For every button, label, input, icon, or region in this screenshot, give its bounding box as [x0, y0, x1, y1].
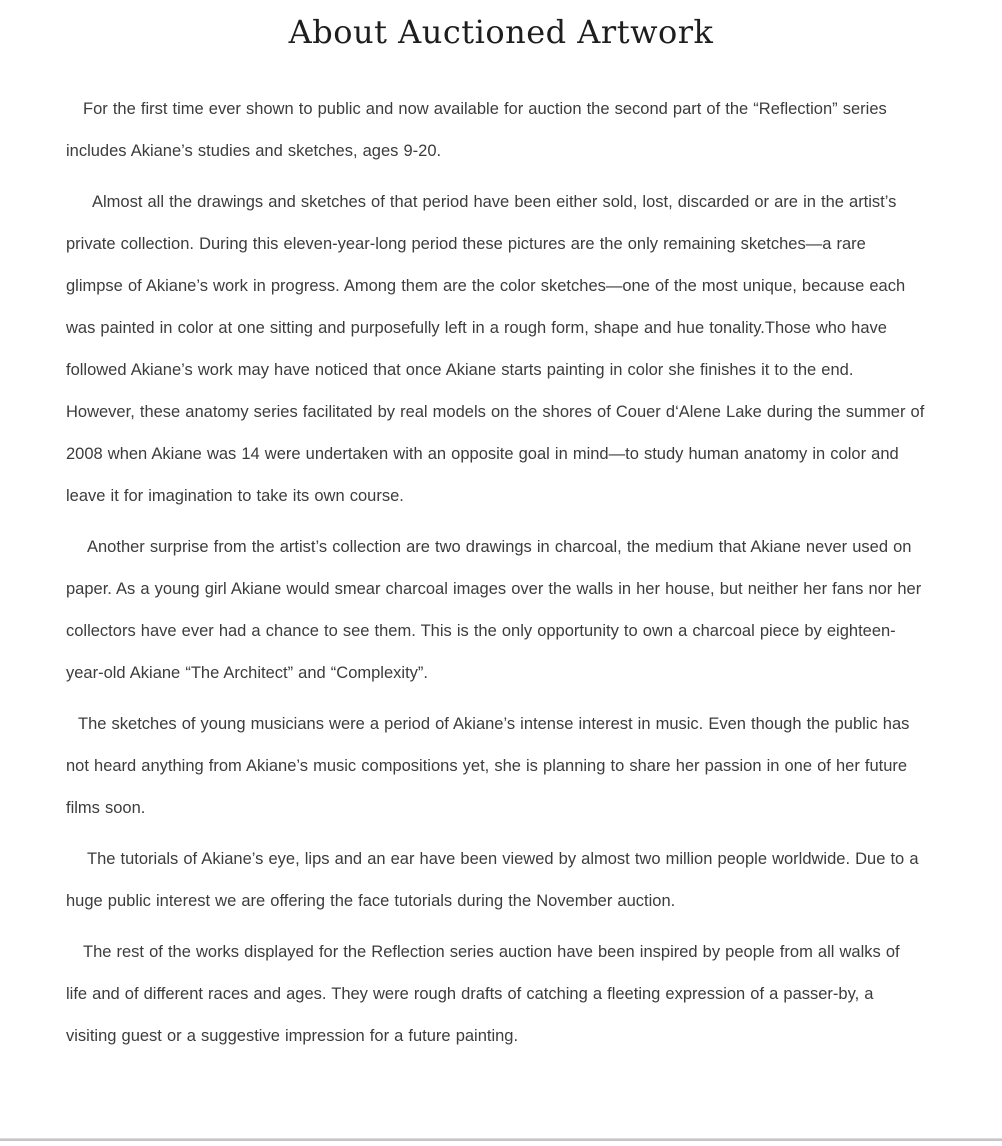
article-body: [66, 88, 925, 1057]
page-title: About Auctioned Artwork: [288, 13, 714, 51]
paragraph-reflection-series: The rest of the works displayed for the Reflection series auction have been inspired by people from all walks of life and of different races and ages. They were rough drafts of catching a fleeting expression of a passer-by, a visiting guest or a suggestive impression for a future painting.: [66, 943, 900, 1045]
paragraph-intro: For the first time ever shown to public and now available for auction the second part of the “Reflection” series includes Akiane’s studies and sketches, ages 9-20.: [66, 100, 887, 160]
paragraph-musicians: The sketches of young musicians were a period of Akiane’s intense interest in music. Even though the public has not heard anything from Akiane’s music compositions yet, she is planning to share her passion in one of her future films soon.: [66, 715, 910, 817]
paragraph-tutorials: The tutorials of Akiane’s eye, lips and an ear have been viewed by almost two million people worldwide. Due to a huge public interest we are offering the face tutorials during the November auction.: [66, 850, 919, 910]
bottom-divider: [0, 1139, 1002, 1141]
paragraph-drawings-history: Almost all the drawings and sketches of that period have been either sold, lost, discarded or are in the artist’s private collection. During this eleven-year-long period these pictures are the only remaining sketches—a rare glimpse of Akiane’s work in progress. Among them are the color sketches—one of the most unique, because each was painted in color at one sitting and purposefully left in a rough form, shape and hue tonality.Those who have followed Akiane’s work may have noticed that once Akiane starts painting in color she finishes it to the end. However, these anatomy series facilitated by real models on the shores of Couer d‘Alene Lake during the summer of 2008 when Akiane was 14 were undertaken with an opposite goal in mind—to study human anatomy in color and leave it for imagination to take its own course.: [66, 193, 925, 505]
paragraph-charcoal: Another surprise from the artist’s collection are two drawings in charcoal, the medium that Akiane never used on paper. As a young girl Akiane would smear charcoal images over the walls in her house, but neither her fans nor her collectors have ever had a chance to see them. This is the only opportunity to own a charcoal piece by eighteen-year-old Akiane “The Architect” and “Complexity”.: [66, 538, 922, 682]
